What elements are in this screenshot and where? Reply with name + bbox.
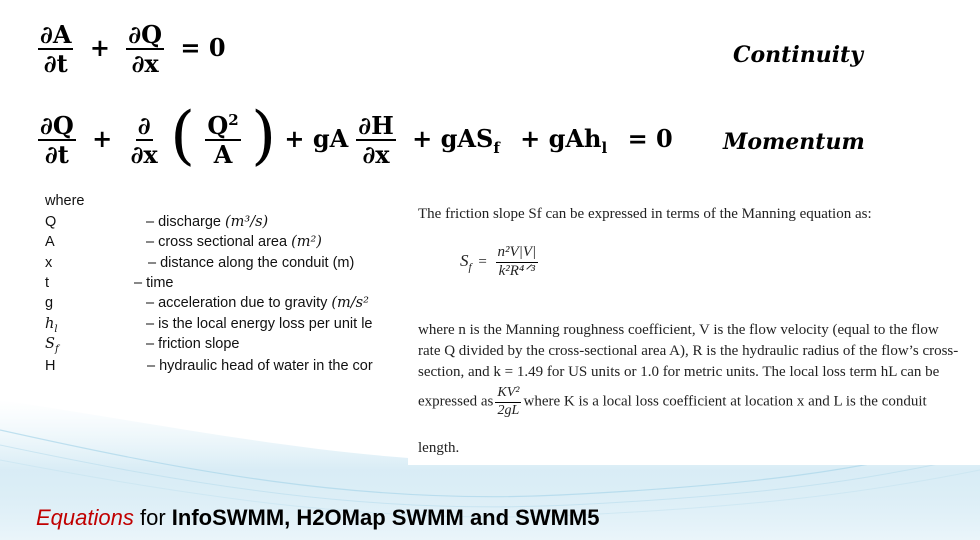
panel-intro-text: The friction slope Sf can be expressed in terms of the Manning equation as: — [418, 206, 872, 222]
definitions-heading: where — [45, 193, 85, 209]
dH-dx-fraction: $\frac{\partial H}{\partial x}$ — [358, 110, 394, 169]
q2-over-a-fraction: $\frac{Q^2}{A}$ — [207, 110, 239, 169]
panel-text-line: where n is the Manning roughness coefficient, V is the flow velocity (equal to the flow — [418, 322, 939, 338]
continuity-label: Continuity — [733, 42, 863, 68]
manning-equation-panel — [408, 190, 980, 465]
manning-formula: $S_f$ = $\frac{\text{n²V|V|}}{\text{k²R⁴ᐟ³}}$ — [460, 244, 537, 279]
d-dx-fraction: $\frac{\partial}{\partial x}$ — [130, 110, 158, 169]
panel-text-line: rate Q divided by the cross-sectional area A), R is the hydraulic radius of the flow’s cross- — [418, 343, 959, 359]
dA-dt-fraction: $\frac{\partial A}{\partial t}$ — [40, 20, 72, 79]
panel-text-line: expressed as $\frac{\text{KV²}}{2gL}$ where K is a local loss coefficient at location x and L is the conduit — [418, 385, 927, 418]
dQ-dx-fraction: $\frac{\partial Q}{\partial x}$ — [128, 20, 163, 79]
kv2-over-2gl-fraction: $\frac{\text{KV²}}{2gL}$ — [497, 385, 520, 418]
panel-text-line: section, and k = 1.49 for US units or 1.0 for metric units. The local loss term hL can be — [418, 364, 940, 380]
momentum-equation: $\frac{\partial Q}{\partial t}$ + $\frac{\partial}{\partial x}$ ( $\frac{Q^2}{A}$ ) + gA $\frac{\partial H}{\partial x}$ + gAS$_f$ + gAh$_l$ = 0 — [40, 99, 673, 173]
continuity-equation: $\frac{\partial A}{\partial t}$ + $\frac{\partial Q}{\partial x}$ = 0 — [40, 20, 226, 79]
momentum-label: Momentum — [723, 129, 865, 155]
panel-text-line: length. — [418, 440, 460, 456]
slide-footer-title: Equations for InfoSWMM, H2OMap SWMM and SWMM5 — [36, 505, 600, 530]
dQ-dt-fraction: $\frac{\partial Q}{\partial t}$ — [40, 110, 74, 169]
